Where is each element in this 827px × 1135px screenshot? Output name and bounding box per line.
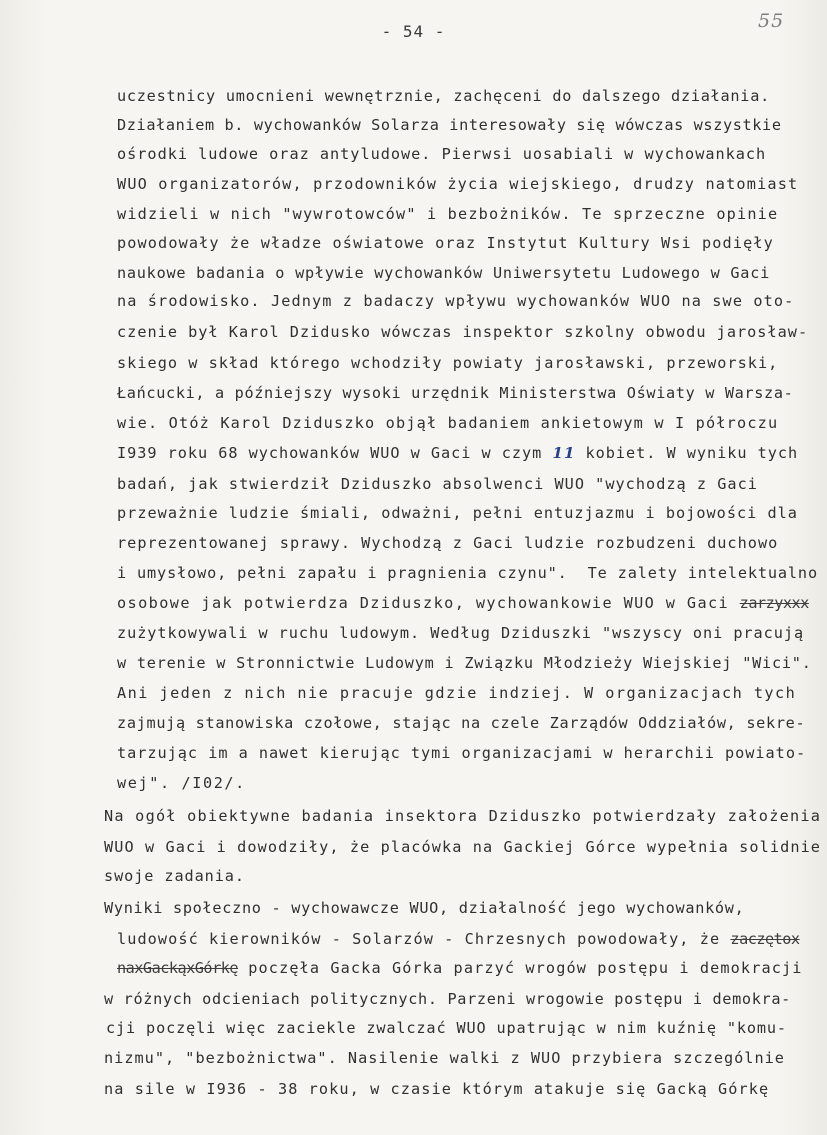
line-text: badań, jak stwierdził Dziduszko absolwenci WUO "wychodzą z Gaci (117, 475, 758, 493)
line-text: powodowały że władze oświatowe oraz Instytut Kultury Wsi podięły (117, 234, 774, 252)
line-text: w różnych odcieniach politycznych. Parzeni wrogowie postępu i demokra- (104, 990, 791, 1008)
line-text: Działaniem b. wychowanków Solarza interesowały się wówczas wszystkie (117, 116, 782, 134)
text-line (104, 806, 821, 826)
line-text: cji poczęli więc zaciekle zwalczać WUO upatrując w nim kuźnię "komu- (106, 1019, 787, 1037)
text-line (117, 713, 805, 733)
line-text: w terenie w Stronnictwie Ludowym i Związku Młodzieży Wiejskiej "Wici". (117, 654, 812, 672)
line-text: i umysłowo, pełni zapału i pragnienia czynu". Te zalety intelektualno (117, 564, 818, 582)
text-line (117, 623, 804, 643)
line-text: nizmu", "bezbożnictwa". Nasilenie walki z WUO przybiera szczególnie (104, 1049, 785, 1067)
line-text: tarzując im a nawet kierując tymi organizacjami w herarchii powiato- (117, 744, 807, 762)
text-line (117, 322, 808, 342)
text-line (104, 866, 245, 886)
line-text: ośrodki ludowe oraz antyludowe. Pierwsi uosabiali w wychowankach (117, 145, 767, 163)
text-line (104, 989, 791, 1009)
text-line (117, 683, 796, 703)
line-text: widzieli w nich "wywrotowców" i bezbożników. Te sprzeczne opinie (117, 205, 779, 223)
line-text: ludowość kierowników - Solarzów - Chrzesnych powodowały, że (117, 930, 731, 948)
text-line (117, 353, 778, 373)
line-text: swoje zadania. (104, 867, 245, 885)
line-text: I939 roku 68 wychowanków WUO w Gaci w czym (117, 444, 553, 462)
text-line (117, 958, 803, 978)
text-line (117, 929, 800, 949)
line-text: na sile w I936 - 38 roku, w czasie którym atakuje się Gacką Górkę (104, 1080, 770, 1098)
text-line (117, 443, 798, 463)
line-text: WUO w Gaci i dowodziły, że placówka na Gackiej Górce wypełnia solidnie (104, 838, 822, 856)
text-line (117, 204, 778, 224)
text-line (117, 291, 794, 311)
line-text: osobowe jak potwierdza Dziduszko, wychowankowie WUO w Gaci (117, 594, 740, 612)
line-text: czenie był Karol Dzidusko wówczas inspektor szkolny obwodu jarosław- (117, 323, 809, 341)
line-text: naukowe badania o wpływie wychowanków Uniwersytetu Ludowego w Gaci (117, 264, 770, 282)
line-text-continued: poczęła Gacka Górka parzyć wrogów postępu i demokracji (238, 959, 803, 977)
text-line (117, 773, 246, 793)
struck-out-text: zarzyxxx (739, 594, 809, 612)
line-text: uczestnicy umocnieni wewnętrznie, zachęceni do dalszego działania. (117, 87, 770, 105)
text-line (104, 898, 745, 918)
line-text: wie. Otóż Karol Dziduszko objął badaniem ankietowym w I półroczu (117, 414, 779, 432)
line-text: Łańcucki, a późniejszy wysoki urzędnik Ministerstwa Oświaty w Warsza- (117, 384, 794, 402)
handwritten-page-number: 55 (758, 10, 785, 32)
text-line (104, 837, 821, 857)
line-text-continued: kobiet. W wyniku tych (575, 444, 799, 462)
line-text: WUO organizatorów, przodowników życia wiejskiego, drudzy natomiast (117, 175, 799, 193)
text-line (117, 563, 818, 583)
line-text: zajmują stanowiska czołowe, stając na czele Zarządów Oddziałów, sekre- (117, 714, 806, 732)
page-number: - 54 - (381, 22, 446, 41)
text-line (117, 503, 798, 523)
text-line (117, 86, 770, 106)
line-text: skiego w skład którego wchodziły powiaty jarosławski, przeworski, (117, 354, 779, 372)
text-line (104, 1048, 785, 1068)
text-line (117, 743, 806, 763)
line-text: przeważnie ludzie śmiali, odważni, pełni entuzjazmu i bojowości dla (117, 504, 798, 522)
text-line (104, 1079, 769, 1099)
text-line (117, 413, 778, 433)
text-line (117, 474, 758, 494)
text-line (117, 533, 778, 553)
text-line (117, 653, 812, 673)
text-line (117, 263, 770, 283)
line-text: na środowisko. Jednym z badaczy wpływu wychowanków WUO na swe oto- (117, 292, 795, 310)
struck-out-text: zaczętox (730, 930, 800, 948)
line-text: Wyniki społeczno - wychowawcze WUO, działalność jego wychowanków, (104, 899, 745, 917)
text-line (117, 383, 793, 403)
text-line (117, 233, 774, 253)
line-text: reprezentowanej sprawy. Wychodzą z Gaci ludzie rozbudzeni duchowo (117, 534, 779, 552)
text-line (106, 1018, 787, 1038)
text-line (117, 593, 809, 613)
text-line (117, 144, 766, 164)
handwritten-correction: 11 (552, 444, 576, 462)
text-line (117, 115, 782, 135)
line-text: wej". /I02/. (117, 774, 246, 792)
line-text: Ani jeden z nich nie pracuje gdzie indziej. W organizacjach tych (117, 684, 797, 702)
line-text: Na ogół obiektywne badania insektora Dziduszko potwierdzały założenia (104, 807, 822, 825)
struck-out-text: naxGackąxGórkę (117, 959, 239, 977)
line-text: zużytkowywali w ruchu ludowym. Według Dziduszki "wszyscy oni pracują (117, 624, 805, 642)
text-line (117, 174, 798, 194)
